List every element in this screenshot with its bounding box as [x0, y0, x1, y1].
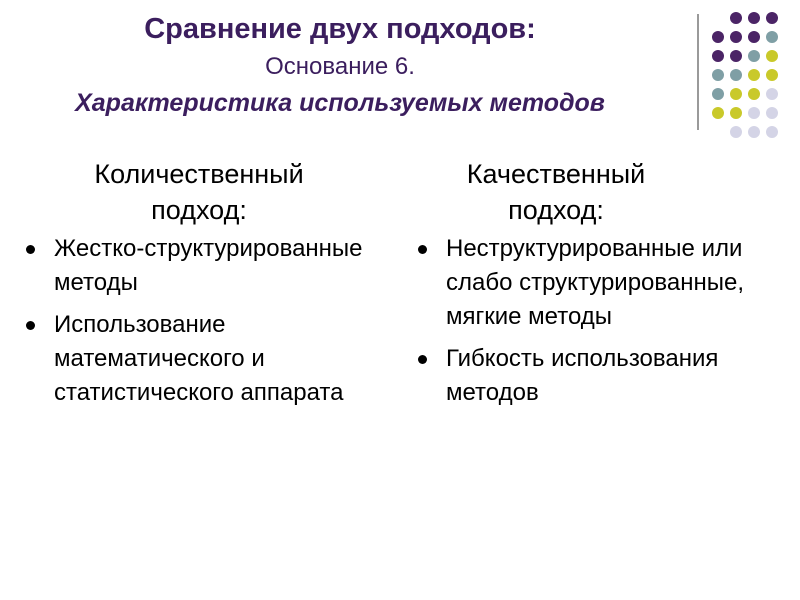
decor-dot	[712, 31, 724, 43]
header-line: Количественный	[94, 159, 304, 189]
bullet-dot-icon	[418, 355, 427, 364]
decor-dot	[712, 88, 724, 100]
decor-dot	[766, 69, 778, 81]
decorative-dot-grid	[710, 10, 800, 130]
decor-dot	[730, 69, 742, 81]
decor-dot	[730, 107, 742, 119]
list-item	[24, 308, 384, 410]
bullet-dot-icon	[26, 245, 35, 254]
decor-dot	[766, 126, 778, 138]
qualitative-approach-column	[416, 156, 786, 418]
decor-dot	[766, 88, 778, 100]
list-item	[416, 232, 786, 334]
decor-dot	[748, 50, 760, 62]
quantitative-approach-column	[24, 156, 384, 418]
slide-heading: Характеристика используемых методов	[75, 89, 605, 117]
decor-dot	[730, 126, 742, 138]
decor-dot	[748, 107, 760, 119]
slide-subtitle: Основание 6.	[265, 53, 415, 80]
decor-dot	[748, 69, 760, 81]
bullet-list	[24, 232, 384, 410]
list-item-text: Жестко-структурированные методы	[54, 235, 363, 296]
decor-dot	[730, 88, 742, 100]
decor-dot	[748, 12, 760, 24]
bullet-dot-icon	[26, 321, 35, 330]
quantitative-approach-header	[24, 156, 374, 228]
decor-dot	[712, 69, 724, 81]
header-line: подход:	[508, 195, 604, 225]
list-item	[24, 232, 384, 300]
qualitative-approach-header	[416, 156, 696, 228]
decor-dot	[712, 50, 724, 62]
slide-title-block	[20, 10, 660, 118]
bullet-list	[416, 232, 786, 410]
decor-dot	[766, 107, 778, 119]
list-item-text: Гибкость использования методов	[446, 345, 719, 406]
slide-title: Сравнение двух подходов:	[144, 13, 536, 45]
vertical-divider	[697, 14, 699, 130]
decor-dot	[748, 31, 760, 43]
decor-dot	[730, 12, 742, 24]
header-line: подход:	[151, 195, 247, 225]
decor-dot	[748, 88, 760, 100]
decor-dot	[766, 50, 778, 62]
list-item-text: Использование математического и статистического аппарата	[54, 311, 344, 406]
decor-dot	[766, 12, 778, 24]
list-item-text: Неструктурированные или слабо структурированные, мягкие методы	[446, 235, 744, 330]
decor-dot	[730, 50, 742, 62]
header-line: Качественный	[466, 159, 646, 189]
bullet-dot-icon	[418, 245, 427, 254]
decor-dot	[730, 31, 742, 43]
decor-dot	[712, 107, 724, 119]
list-item	[416, 342, 786, 410]
decor-dot	[766, 31, 778, 43]
decor-dot	[748, 126, 760, 138]
